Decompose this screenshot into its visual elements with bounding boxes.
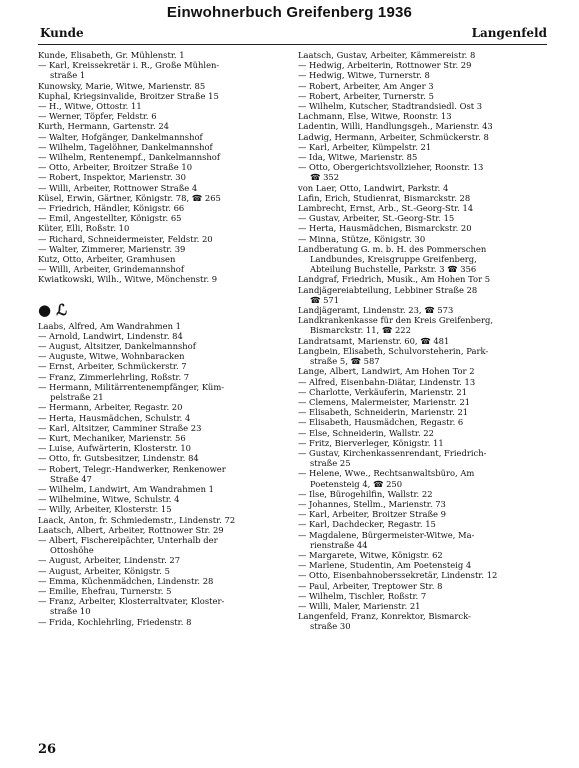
directory-entry: — Herta, Hausmädchen, Schulstr. 4	[38, 412, 191, 423]
directory-entry: von Laer, Otto, Landwirt, Parkstr. 4	[298, 182, 449, 193]
directory-entry: — August, Arbeiter, Lindenstr. 27	[38, 555, 181, 566]
directory-entry: — August, Arbeiter, Königstr. 5	[38, 565, 170, 576]
directory-entry-continuation: straße 25	[310, 458, 351, 469]
directory-entry: Kwiatkowski, Wilh., Witwe, Mönchenstr. 9	[38, 274, 218, 285]
directory-entry: — Robert, Arbeiter, Turnerstr. 5	[298, 90, 434, 101]
directory-entry: — Willi, Arbeiter, Grindemannshof	[38, 264, 184, 275]
directory-entry: Lambrecht, Ernst, Arb., St.-Georg-Str. 14	[298, 203, 474, 214]
directory-entry: Landjägeramt, Lindenstr. 23, ☎ 573	[298, 305, 454, 316]
directory-entry: — Gustav, Kirchenkassenrendant, Friedrich-	[298, 447, 487, 458]
directory-entry: — Johannes, Stellm., Marienstr. 73	[298, 498, 446, 509]
section-marker-l: ● ℒ	[38, 300, 68, 319]
directory-entry: — Marlene, Studentin, Am Poetensteig 4	[298, 560, 472, 571]
directory-entry: — Robert, Arbeiter, Am Anger 3	[298, 80, 434, 91]
directory-entry: Langenfeld, Franz, Konrektor, Bismarck-	[298, 611, 471, 622]
directory-entry-continuation: straße 5, ☎ 587	[310, 356, 380, 367]
directory-entry: — Wilhelm, Landwirt, Am Wandrahmen 1	[38, 483, 214, 494]
directory-entry: — Ida, Witwe, Marienstr. 85	[298, 152, 418, 163]
entries-right	[298, 50, 550, 632]
directory-entry: — Emilie, Ehefrau, Turnerstr. 5	[38, 585, 172, 596]
directory-entry: — Willy, Arbeiter, Klosterstr. 15	[38, 504, 172, 515]
page-title: Einwohnerbuch Greifenberg 1936	[166, 4, 413, 21]
directory-entry: — Margarete, Witwe, Königstr. 62	[298, 549, 443, 560]
directory-entry-continuation: straße 1	[50, 70, 86, 81]
directory-entry: — Otto, Eisenbahnoberssekretär, Lindenstr. 12	[298, 570, 498, 581]
directory-entry: — Auguste, Witwe, Wohnbaracken	[38, 351, 185, 362]
directory-entry: — Emil, Angestellter, Königstr. 65	[38, 213, 182, 224]
directory-entry: Laabs, Alfred, Am Wandrahmen 1	[38, 320, 181, 331]
directory-entry: Laack, Anton, fr. Schmiedemstr., Lindenstr. 72	[38, 514, 236, 525]
header-left-keyword: Kunde	[40, 26, 84, 40]
directory-entry: — Werner, Töpfer, Feldstr. 6	[38, 111, 157, 122]
directory-entry: Laatsch, Albert, Arbeiter, Rottnower Str. 29	[38, 524, 224, 535]
entries-l-section	[38, 321, 290, 627]
directory-entry-continuation: Poetensteig 4, ☎ 250	[310, 478, 403, 489]
directory-entry: Ladwig, Hermann, Arbeiter, Schmückerstr. 8	[298, 131, 489, 142]
directory-entry: — Alfred, Eisenbahn-Diätar, Lindenstr. 13	[298, 376, 476, 387]
directory-entry-continuation: ☎ 571	[310, 294, 340, 305]
directory-entry: — Wilhelm, Kutscher, Stadtrandsiedl. Ost 3	[298, 101, 483, 112]
directory-entry: — Helene, Wwe., Rechtsanwaltsbüro, Am	[298, 468, 475, 479]
directory-entry: Landgraf, Friedrich, Musik., Am Hohen Tor 5	[298, 274, 491, 285]
directory-entry: — Hedwig, Witwe, Turnerstr. 8	[298, 70, 430, 81]
directory-entry: Lafin, Erich, Studienrat, Bismarckstr. 28	[298, 192, 471, 203]
directory-entry: — Herta, Hausmädchen, Bismarckstr. 20	[298, 223, 472, 234]
left-column	[38, 50, 290, 627]
header-right-keyword: Langenfeld	[471, 26, 547, 40]
directory-entry: — Karl, Dachdecker, Regastr. 15	[298, 519, 436, 530]
directory-entry: Landkrankenkasse für den Kreis Greifenberg,	[298, 315, 493, 326]
directory-entry: Kuphal, Kriegsinvalide, Broitzer Straße 15	[38, 90, 219, 101]
directory-entry: Landjägereiabteilung, Lebbiner Straße 28	[298, 284, 478, 295]
directory-entry-continuation: Ottoshöhe	[50, 545, 94, 556]
directory-entry: — Elisabeth, Hausmädchen, Regastr. 6	[298, 417, 464, 428]
directory-entry-continuation: Straße 47	[50, 473, 92, 484]
directory-entry-continuation: Bismarckstr. 11, ☎ 222	[310, 325, 411, 336]
directory-entry: — Franz, Arbeiter, Klosterraltvater, Kloster-	[38, 596, 225, 607]
directory-entry: Kutz, Otto, Arbeiter, Gramhusen	[38, 254, 176, 265]
directory-entry: — Emma, Küchenmädchen, Lindenstr. 28	[38, 575, 214, 586]
directory-entry: Landberatung G. m. b. H. des Pommerschen	[298, 243, 487, 254]
directory-entry: — Hermann, Militärrentenempfänger, Küm-	[38, 381, 225, 392]
directory-entry: Lange, Albert, Landwirt, Am Hohen Tor 2	[298, 366, 475, 377]
directory-entry: — Frida, Kochlehrling, Friedenstr. 8	[38, 616, 192, 627]
directory-entry: — Hermann, Arbeiter, Regastr. 20	[38, 402, 183, 413]
directory-entry: — Wilhelm, Tagelöhner, Dankelmannshof	[38, 141, 213, 152]
directory-entry-continuation: ☎ 352	[310, 172, 340, 183]
directory-entry: — Wilhelm, Tischler, Roßstr. 7	[298, 590, 427, 601]
directory-entry: — Robert, Inspektor, Marienstr. 30	[38, 172, 186, 183]
directory-entry: Lachmann, Else, Witwe, Roonstr. 13	[298, 111, 452, 122]
directory-entry: — Elisabeth, Schneiderin, Marienstr. 21	[298, 407, 469, 418]
directory-entry: — Gustav, Arbeiter, St.-Georg-Str. 15	[298, 213, 455, 224]
page-number: 26	[38, 742, 57, 757]
directory-entry: — Willi, Arbeiter, Rottnower Straße 4	[38, 182, 198, 193]
header-rule	[38, 44, 547, 45]
directory-entry: — Otto, fr. Gutsbesitzer, Lindenstr. 84	[38, 453, 199, 464]
directory-entry: Kunowsky, Marie, Witwe, Marienstr. 85	[38, 80, 206, 91]
directory-entry: — Walter, Zimmerer, Marienstr. 39	[38, 243, 186, 254]
directory-entry: Küter, Elli, Roßstr. 10	[38, 223, 130, 234]
directory-entry: — August, Altsitzer, Dankelmannshof	[38, 341, 196, 352]
directory-entry: — Richard, Schneidermeister, Feldstr. 20	[38, 233, 213, 244]
directory-entry: — Franz, Zimmerlehrling, Roßstr. 7	[38, 371, 190, 382]
directory-entry: — Karl, Arbeiter, Broitzer Straße 9	[298, 509, 446, 520]
directory-entry: — Friedrich, Händler, Königstr. 66	[38, 203, 185, 214]
directory-entry: Landratsamt, Marienstr. 60, ☎ 481	[298, 335, 450, 346]
directory-entry: — Ilse, Bürogehilfin, Wallstr. 22	[298, 488, 433, 499]
entries-k-section	[38, 50, 290, 285]
directory-entry: — Arnold, Landwirt, Lindenstr. 84	[38, 330, 183, 341]
directory-entry-continuation: Abteilung Buchstelle, Parkstr. 3 ☎ 356	[310, 264, 477, 275]
directory-entry: — Karl, Kreissekretär i. R., Große Mühlen-	[38, 60, 220, 71]
right-column	[298, 50, 550, 632]
directory-entry: — Minna, Stütze, Königstr. 30	[298, 233, 426, 244]
directory-entry: — Wilhelmine, Witwe, Schulstr. 4	[38, 494, 180, 505]
directory-entry: Kurth, Hermann, Gartenstr. 24	[38, 121, 169, 132]
directory-entry: — Karl, Altsitzer, Camminer Straße 23	[38, 422, 202, 433]
section-gap	[38, 285, 290, 299]
directory-entry-continuation: rienstraße 44	[310, 539, 368, 550]
directory-entry: — Robert, Telegr.-Handwerker, Renkenower	[38, 463, 226, 474]
directory-entry: — Hedwig, Arbeiterin, Rottnower Str. 29	[298, 60, 472, 71]
directory-entry: — Ernst, Arbeiter, Schmückerstr. 7	[38, 361, 187, 372]
directory-entry: Kunde, Elisabeth, Gr. Mühlenstr. 1	[38, 50, 185, 60]
directory-entry: Langbein, Elisabeth, Schulvorsteherin, Park-	[298, 345, 489, 356]
directory-entry: — Luise, Aufwärterin, Klosterstr. 10	[38, 443, 192, 454]
directory-entry: — Willi, Maler, Marienstr. 21	[298, 600, 421, 611]
directory-entry: — Albert, Fischereipächter, Unterhalb der	[38, 534, 218, 545]
directory-entry: — Otto, Obergerichtsvollzieher, Roonstr. 13	[298, 162, 484, 173]
directory-entry: — Kurt, Mechaniker, Marienstr. 56	[38, 432, 186, 443]
directory-entry: — Magdalene, Bürgermeister-Witwe, Ma-	[298, 529, 475, 540]
directory-entry: — H., Witwe, Ottostr. 11	[38, 101, 142, 112]
directory-entry: — Clemens, Malermeister, Marienstr. 21	[298, 396, 471, 407]
directory-entry: Ladentin, Willi, Handlungsgeh., Marienstr. 43	[298, 121, 493, 132]
directory-entry: — Fritz, Bierverleger, Königstr. 11	[298, 437, 444, 448]
directory-entry: — Karl, Arbeiter, Kümpelstr. 21	[298, 141, 432, 152]
directory-entry: Laatsch, Gustav, Arbeiter, Kämmereistr. 8	[298, 50, 476, 60]
directory-entry: — Paul, Arbeiter, Treptower Str. 8	[298, 580, 443, 591]
directory-entry: — Walter, Hofgänger, Dankelmannshof	[38, 131, 203, 142]
directory-entry: — Wilhelm, Rentenempf., Dankelmannshof	[38, 152, 220, 163]
directory-entry: — Else, Schneiderin, Wallstr. 22	[298, 427, 434, 438]
directory-entry-continuation: pelstraße 21	[50, 392, 104, 403]
directory-entry-continuation: straße 30	[310, 621, 351, 632]
directory-entry-continuation: Landbundes, Kreisgruppe Greifenberg,	[310, 254, 477, 265]
directory-entry-continuation: straße 10	[50, 606, 91, 617]
directory-entry: — Charlotte, Verkäuferin, Marienstr. 21	[298, 386, 468, 397]
directory-entry: — Otto, Arbeiter, Broitzer Straße 10	[38, 162, 193, 173]
directory-entry: Küsel, Erwin, Gärtner, Königstr. 78, ☎ 265	[38, 192, 221, 203]
